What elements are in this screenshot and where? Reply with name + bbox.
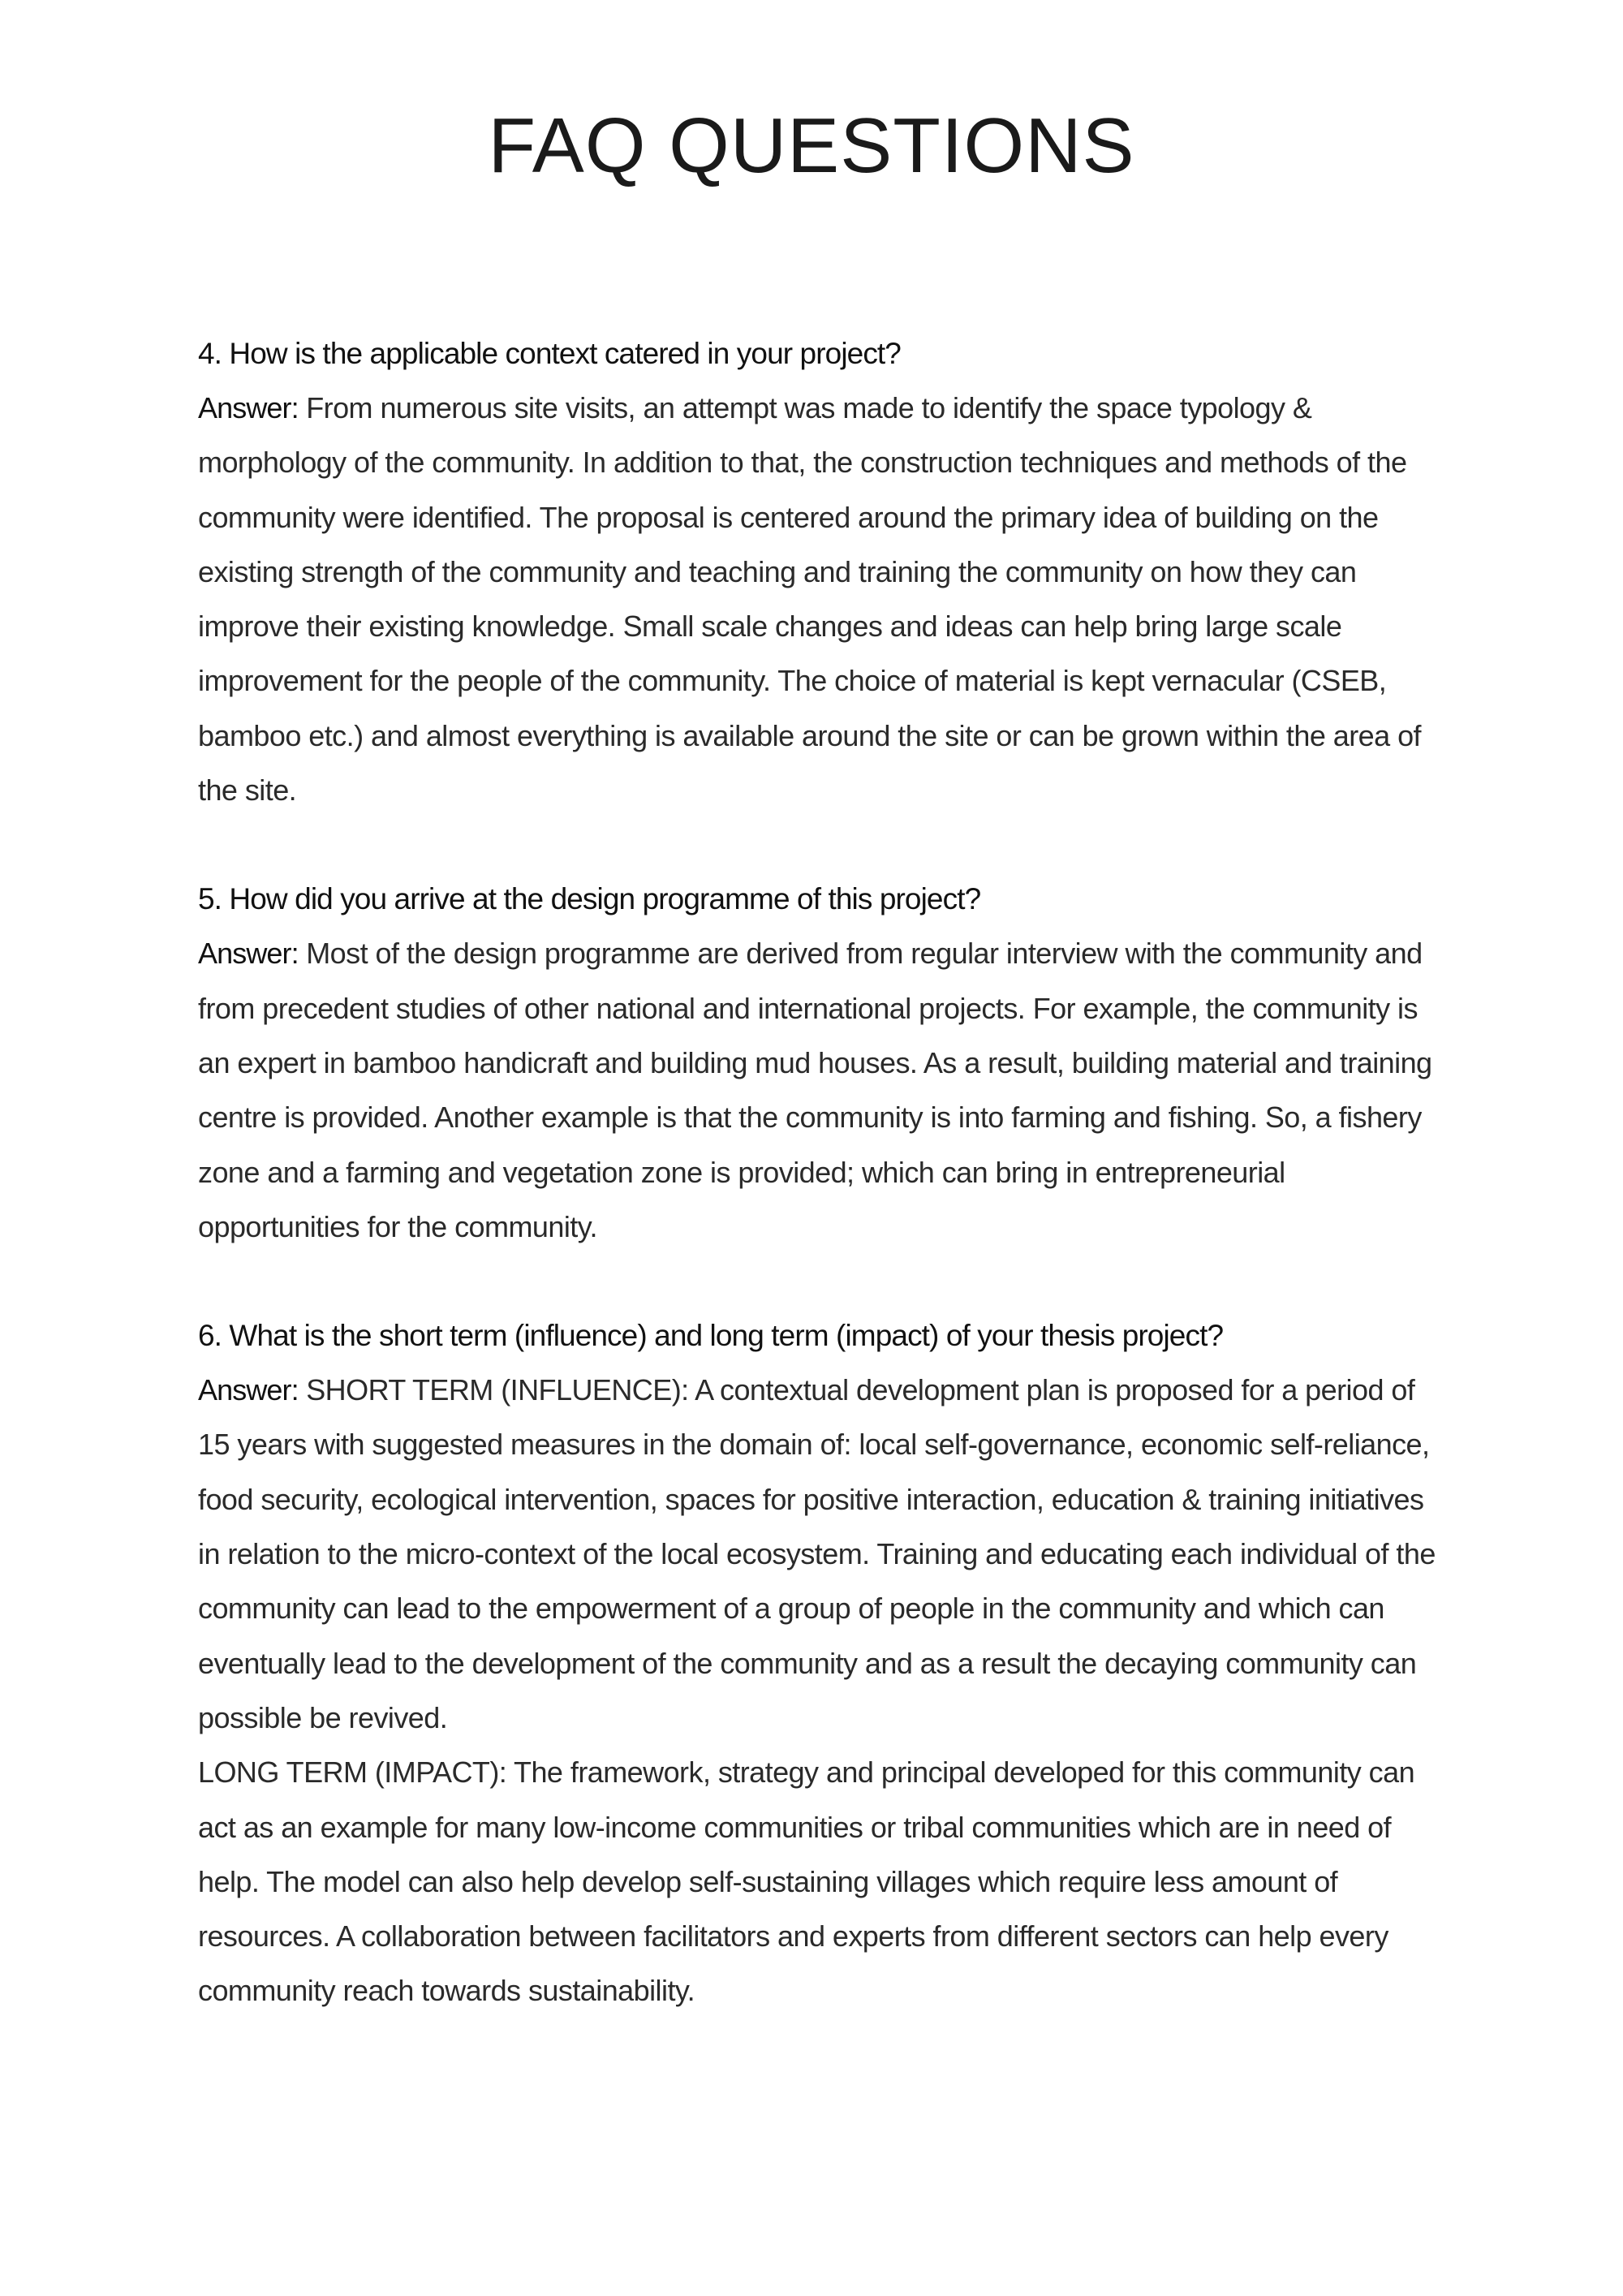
faq-list <box>198 326 1440 2073</box>
answer-paragraph: LONG TERM (IMPACT): The framework, strategy and principal developed for this community can act as an example for many low-income communities or tribal communities which are in need of help. The model can also help develop self-sustaining villages which require less amount of resources. A collaboration between facilitators and experts from different sectors can help every community reach towards sustainability. <box>198 1755 1415 2008</box>
answer-text: SHORT TERM (INFLUENCE): A contextual development plan is proposed for a period of 15 years with suggested measures in the domain of: local self-governance, economic self-reliance, food security, ecological intervention, spaces for positive interaction, education & training initiatives in relation to the micro-context of the local ecosystem. Training and educating each individual of the community can lead to the empowerment of a group of people in the community and which can eventually lead to the development of the community and as a result the decaying community can possible be revived. <box>198 1373 1436 1734</box>
answer-paragraph <box>198 381 1440 817</box>
answer-label: Answer: <box>198 1373 299 1407</box>
faq-answer <box>198 381 1440 817</box>
faq-question: 6. What is the short term (influence) and long term (impact) of your thesis project? <box>198 1319 1224 1353</box>
faq-question: 4. How is the applicable context catered in your project? <box>198 337 901 370</box>
faq-question: 5. How did you arrive at the design programme of this project? <box>198 882 981 916</box>
faq-item-4 <box>198 326 1440 817</box>
answer-label: Answer: <box>198 391 299 424</box>
page-title: FAQ QUESTIONS <box>488 102 1135 189</box>
faq-item-5 <box>198 872 1440 1254</box>
answer-text: Most of the design programme are derived from regular interview with the community and from precedent studies of other national and international projects. For example, the community is an expert in bamboo handicraft and building mud houses. As a result, building material and training centre is provided. Another example is that the community is into farming and fishing. So, a fishery zone and a farming and vegetation zone is provided; which can bring in entrepreneurial opportunities for the community. <box>198 937 1432 1243</box>
answer-text: From numerous site visits, an attempt was made to identify the space typology & morphology of the community. In addition to that, the construction techniques and methods of the community were identified. The proposal is centered around the primary idea of building on the existing strength of the community and teaching and training the community on how they can improve their existing knowledge. Small scale changes and ideas can help bring large scale improvement for the people of the community. The choice of material is kept vernacular (CSEB, bamboo etc.) and almost everything is available around the site or can be grown within the area of the site. <box>198 391 1422 808</box>
answer-paragraph <box>198 926 1440 1254</box>
faq-answer <box>198 1363 1440 2018</box>
answer-paragraph <box>198 1363 1440 1745</box>
faq-item-6 <box>198 1308 1440 2018</box>
answer-label: Answer: <box>198 937 299 971</box>
faq-answer <box>198 926 1440 1254</box>
